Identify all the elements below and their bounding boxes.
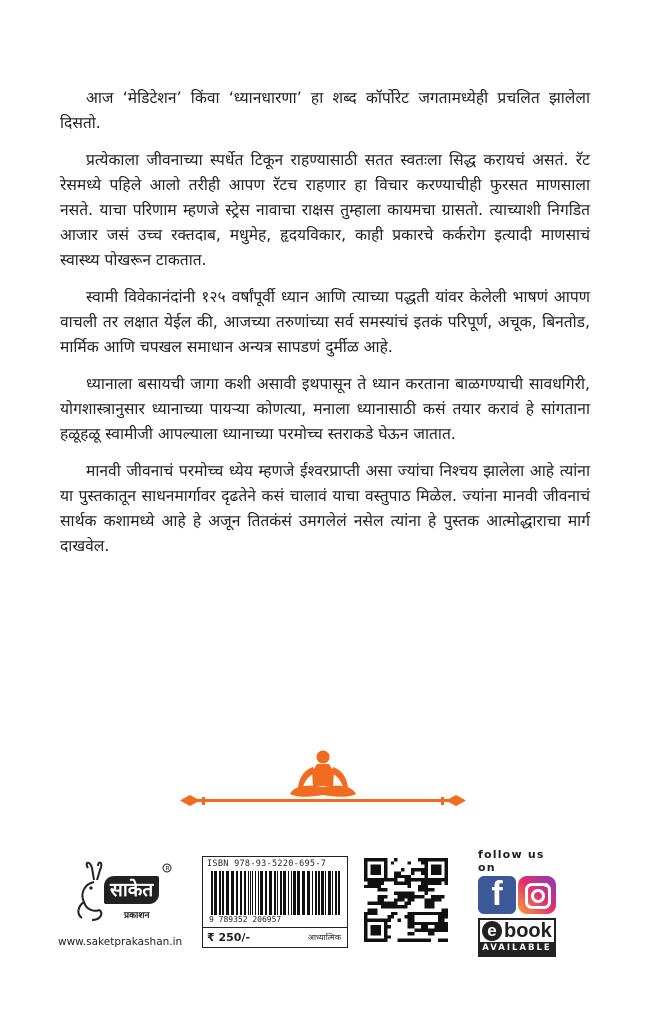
isbn-barcode [202,856,348,948]
logo-text: साकेत [104,876,159,904]
publisher-website[interactable]: www.saketprakashan.in [58,936,183,948]
facebook-icon[interactable]: f [478,876,516,914]
paragraph-4: ध्यानाला बसायची जागा कशी असावी इथपासून ते ध्यान करताना बाळगण्याची सावधगिरी, योगशास्त्रानुसार ध्यानाच्या पायऱ्या कोणत्या, मनाला ध्यानासाठी कसं तयार करावं हे सांगताना हळूहळू स्वामीजी आपल्याला ध्यानाच्या परमोच्च स्तराकडे घेऊन जातात. [60,375,590,443]
paragraph-2: प्रत्येकाला जीवनाच्या स्पर्धेत टिकून राहण्यासाठी सतत स्वतःला सिद्ध करायचं असतं. रॅट रेसमध्ये पहिले आलो तरीही आपण रॅटच राहणार हा विचार करण्याचीही फुरसत माणसाला नसते. याचा परिणाम म्हणजे स्ट्रेस नावाचा राक्षस तुम्हाला कायमचा ग्रासतो. त्याच्याशी निगडित आजार जसं उच्च रक्तदाब, मधुमेह, हृदयविकार, काही प्रकारचे कर्करोग इत्यादी माणसाचं स्वास्थ्य पोखरून टाकतात. [60,151,590,269]
category-label: आध्यात्मिक [307,933,341,942]
ebook-word: book [504,920,552,942]
blurb-text [60,86,590,571]
paragraph-5: मानवी जीवनाचं परमोच्च ध्येय म्हणजे ईश्वरप्राप्ती असा ज्यांचा निश्चय झालेला आहे त्यांना या पुस्तकातून साधनमार्गावर दृढतेने कसं चालावं याचा वस्तुपाठ मिळेल. ज्यांना मानवी जीवनाचं सार्थक कशामध्ये आहे हे अजून तितकंसं उमगलेलं नसेल त्यांना हे पुस्तक आत्मोद्धाराचा मार्ग दाखवेल. [60,462,590,555]
meditation-figure-icon [178,750,468,810]
back-cover-footer [0,850,648,970]
isbn-text: ISBN 978-93-5220-695-7 [207,859,327,869]
ebook-e: e [482,921,502,941]
barcode-number: 9 789352 206957 [209,915,282,924]
ebook-available-label: AVAILABLE [480,942,554,955]
barcode-icon [209,871,343,915]
ebook-icon[interactable] [478,918,556,957]
logo-subtext: प्रकाशन [124,911,150,921]
price: ₹ 250/- [207,931,251,944]
price-row [203,927,347,948]
paragraph-1: आज ‘मेडिटेशन’ किंवा ‘ध्यानधारणा’ हा शब्द कॉर्पोरेट जगतामध्येही प्रचलित झालेला दिसतो. [60,89,590,132]
instagram-icon[interactable] [518,876,556,914]
social-block [478,848,558,957]
follow-us-label: follow us on [478,848,545,874]
svg-text:R: R [165,865,170,873]
publisher-logo [70,860,180,930]
paragraph-3: स्वामी विवेकानंदांनी १२५ वर्षांपूर्वी ध्यान आणि त्याच्या पद्धती यांवर केलेली भाषणं आपण वाचली तर लक्षात येईल की, आजच्या तरुणांच्या सर्व समस्यांचं इतकं परिपूर्ण, अचूक, बिनतोड, मार्मिक आणि चपखल समाधान अन्यत्र सापडणं दुर्मीळ आहे. [60,288,590,356]
qr-code-icon[interactable] [364,858,448,942]
